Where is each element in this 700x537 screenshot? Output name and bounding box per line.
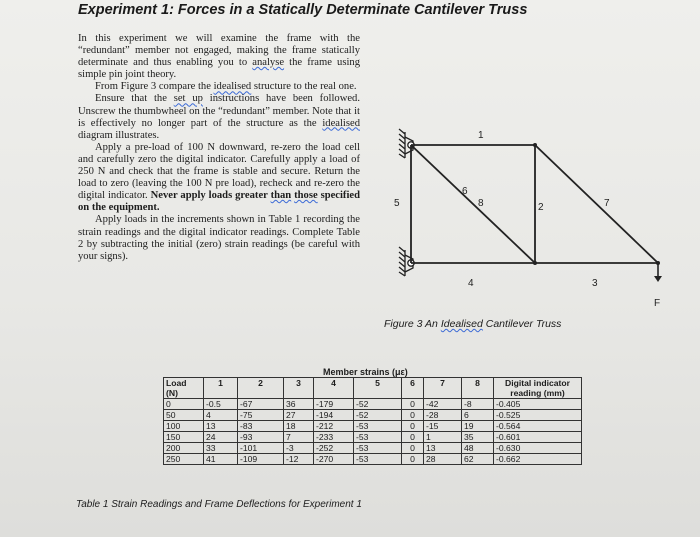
member-label-7: 7 — [604, 198, 610, 209]
strain-cell: 28 — [424, 454, 462, 465]
strain-cell: -53 — [354, 421, 402, 432]
text-run: instructions have been followed. Unscrew the thumbwheel on the “redundant” member. Note that it is effectively no longer part of the structure as the — [78, 93, 360, 129]
wall-support-top — [399, 129, 414, 158]
strain-cell: -101 — [238, 443, 284, 454]
load-arrow — [654, 263, 662, 282]
paragraph-preload — [78, 142, 360, 215]
table-row — [164, 432, 582, 443]
strain-cell: -83 — [238, 421, 284, 432]
strain-cell: 0 — [402, 399, 424, 410]
strain-cell: -179 — [314, 399, 354, 410]
indicator-cell: -0.601 — [494, 432, 582, 443]
table-row — [164, 421, 582, 432]
strain-cell: 62 — [462, 454, 494, 465]
column-header-member: 8 — [462, 378, 494, 399]
strain-cell: -53 — [354, 432, 402, 443]
strain-cell: 7 — [284, 432, 314, 443]
member-8 — [535, 145, 658, 263]
member-label-8: 8 — [478, 198, 484, 209]
table-row — [164, 443, 582, 454]
column-header-member: 2 — [238, 378, 284, 399]
member-label-6: 6 — [462, 186, 468, 197]
load-cell: 50 — [164, 410, 204, 421]
strain-cell: -8 — [462, 399, 494, 410]
member-label-2: 2 — [538, 202, 544, 213]
strain-cell: 6 — [462, 410, 494, 421]
strain-cell: -233 — [314, 432, 354, 443]
text-run: Apply a pre-load of 100 N downward, re-zero the load cell and carefully zero the digital indicator. Carefully apply a load of 250 N and check that the frame is stable and secure. Return the load to zero (leaving the 100 N pre load), recheck and re-zero the digital indicator. — [78, 141, 360, 202]
text-run-flagged: those — [294, 190, 318, 202]
text-run-flagged: set up — [173, 93, 203, 105]
strain-cell: 0 — [402, 432, 424, 443]
strain-cell: 0 — [402, 410, 424, 421]
table-header-row — [164, 378, 582, 399]
text-run: the frame using simple pin joint theory. — [78, 57, 360, 81]
table-body — [164, 399, 582, 465]
text-run: specified on the equipment. — [78, 190, 360, 214]
member-strains-header: Member strains (με) — [323, 367, 408, 377]
strain-cell: -53 — [354, 443, 402, 454]
strain-cell: 13 — [204, 421, 238, 432]
load-unit-label: (N) — [166, 388, 178, 398]
strain-cell: 36 — [284, 399, 314, 410]
strain-cell: -42 — [424, 399, 462, 410]
indicator-header: Digital indicator reading (mm) — [494, 378, 582, 399]
indicator-cell: -0.564 — [494, 421, 582, 432]
load-cell: 150 — [164, 432, 204, 443]
strain-cell: 0 — [402, 443, 424, 454]
table-caption: Table 1 Strain Readings and Frame Deflections for Experiment 1 — [76, 499, 362, 510]
load-cell: 250 — [164, 454, 204, 465]
paragraph-setup — [78, 93, 360, 141]
column-header-member: 3 — [284, 378, 314, 399]
strain-cell: -194 — [314, 410, 354, 421]
truss-members — [411, 145, 658, 263]
force-label: F — [654, 298, 661, 309]
indicator-cell: -0.662 — [494, 454, 582, 465]
strain-cell: 4 — [204, 410, 238, 421]
load-cell: 100 — [164, 421, 204, 432]
strain-cell: 27 — [284, 410, 314, 421]
strain-cell: -3 — [284, 443, 314, 454]
strain-cell: -109 — [238, 454, 284, 465]
member-label-4: 4 — [468, 278, 474, 289]
strain-cell: -52 — [354, 399, 402, 410]
strain-cell: -252 — [314, 443, 354, 454]
load-header-label: Load — [166, 378, 187, 388]
indicator-cell: -0.405 — [494, 399, 582, 410]
column-header-member: 1 — [204, 378, 238, 399]
figure-caption — [384, 318, 561, 330]
strain-cell: 0 — [402, 454, 424, 465]
paragraph-intro — [78, 33, 360, 81]
experiment-title: Experiment 1: Forces in a Statically Determinate Cantilever Truss — [78, 2, 528, 18]
wall-support-bottom — [399, 247, 414, 276]
text-run-flagged: analyse — [252, 57, 285, 69]
instructions-text — [78, 33, 360, 263]
paragraph-compare — [78, 81, 360, 93]
strain-cell: -0.5 — [204, 399, 238, 410]
truss-diagram — [380, 110, 680, 320]
strain-cell: 0 — [402, 421, 424, 432]
strain-cell: -93 — [238, 432, 284, 443]
indicator-cell: -0.525 — [494, 410, 582, 421]
strain-cell: 33 — [204, 443, 238, 454]
column-header-member: 7 — [424, 378, 462, 399]
text-run: Never apply loads greater — [150, 190, 271, 202]
strain-cell: 13 — [424, 443, 462, 454]
strain-cell: 18 — [284, 421, 314, 432]
strain-cell: -67 — [238, 399, 284, 410]
strain-cell: 41 — [204, 454, 238, 465]
text-run: structure to the real one. — [251, 81, 357, 93]
text-run-flagged: Idealised — [440, 318, 483, 330]
table-row — [164, 399, 582, 410]
strain-cell: -212 — [314, 421, 354, 432]
strain-cell: 24 — [204, 432, 238, 443]
load-cell: 200 — [164, 443, 204, 454]
column-header-member: 6 — [402, 378, 424, 399]
strain-cell: -52 — [354, 410, 402, 421]
strain-cell: 35 — [462, 432, 494, 443]
paragraph-loads — [78, 214, 360, 262]
load-cell: 0 — [164, 399, 204, 410]
member-label-5: 5 — [394, 198, 400, 209]
text-run: Ensure that the — [95, 93, 174, 105]
strain-cell: -15 — [424, 421, 462, 432]
strain-table — [163, 377, 582, 465]
strain-cell: 1 — [424, 432, 462, 443]
strain-cell: -75 — [238, 410, 284, 421]
text-run: Cantilever Truss — [482, 318, 562, 330]
member-diagonal-left — [411, 145, 535, 263]
strain-cell: 48 — [462, 443, 494, 454]
text-run: Apply loads in the increments shown in Table 1 recording the strain readings and the digital indicator readings. Complete Table 2 by subtracting the initial (zero) strain readings (be careful with your signs). — [78, 214, 360, 262]
strain-cell: -53 — [354, 454, 402, 465]
text-run: From Figure 3 compare the — [95, 81, 214, 93]
strain-cell: -28 — [424, 410, 462, 421]
text-run: Figure 3 An — [384, 318, 441, 330]
text-run-flagged: than — [270, 190, 292, 202]
table-row — [164, 454, 582, 465]
strain-cell: 19 — [462, 421, 494, 432]
load-header — [164, 378, 204, 399]
indicator-cell: -0.630 — [494, 443, 582, 454]
member-label-1: 1 — [478, 130, 484, 141]
member-label-3: 3 — [592, 278, 598, 289]
text-run: diagram illustrates. — [78, 129, 160, 141]
table-row — [164, 410, 582, 421]
strain-cell: -270 — [314, 454, 354, 465]
text-run-flagged: idealised — [322, 117, 360, 129]
column-header-member: 4 — [314, 378, 354, 399]
text-run: In this experiment we will examine the frame with the “redundant” member not engaged, making the frame statically determinate and thus enabling you to — [78, 33, 360, 69]
strain-cell: -12 — [284, 454, 314, 465]
text-run-flagged: idealised — [213, 81, 252, 93]
column-header-member: 5 — [354, 378, 402, 399]
